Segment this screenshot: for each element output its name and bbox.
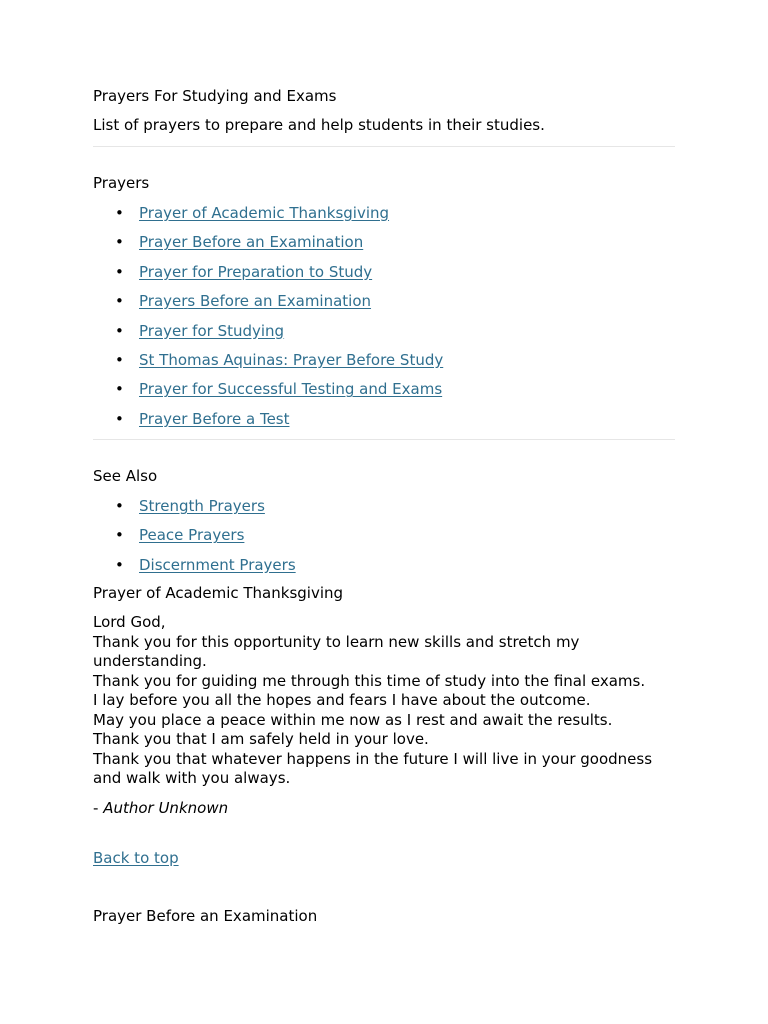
page-subtitle: List of prayers to prepare and help students in their studies. [93,116,545,134]
prayer-link[interactable]: Prayer for Preparation to Study [139,262,373,281]
bullet-icon: • [115,321,124,340]
see-also-link[interactable]: Peace Prayers [139,526,245,545]
prayer-title: Prayer of Academic Thanksgiving [93,584,344,602]
prayer-line: Thank you that I am safely held in your love. [93,730,429,748]
prayer-title: Prayer Before an Examination [93,907,318,925]
prayer-link[interactable]: Prayer Before an Examination [139,233,364,252]
prayers-heading: Prayers [93,174,150,192]
back-to-top-wrap [93,848,179,868]
author-name: Author Unknown [103,799,229,817]
bullet-icon: • [115,380,124,399]
prayer-link[interactable]: Prayer of Academic Thanksgiving [139,204,390,222]
list-item [93,555,296,584]
prayer-line: Thank you that whatever happens in the future I will live in your goodness and walk with you always. [93,749,653,787]
prayer-link[interactable]: Prayer Before a Test [139,409,290,428]
prayer-link[interactable]: Prayer for Successful Testing and Exams [139,380,443,399]
see-also-link[interactable]: Strength Prayers [139,497,265,515]
bullet-icon: • [115,497,124,515]
prayers-list [93,203,443,438]
see-also-list [93,496,296,584]
list-item [93,350,443,379]
bullet-icon: • [115,233,124,252]
prayer-line: Thank you for guiding me through this time of study into the final exams. [93,671,646,690]
bullet-icon: • [115,204,124,222]
prayer-line: May you place a peace within me now as I rest and await the results. [93,710,613,729]
list-item [93,232,443,261]
divider [93,439,675,440]
bullet-icon: • [115,555,124,574]
list-item [93,409,443,438]
list-item [93,203,443,232]
bullet-icon: • [115,350,124,369]
list-item [93,496,296,525]
bullet-icon: • [115,409,124,428]
prayer-line: Lord God, [93,613,166,631]
prayer-body [93,613,675,789]
bullet-icon: • [115,292,124,311]
list-item [93,379,443,408]
back-to-top-link[interactable]: Back to top [93,849,179,867]
list-item [93,262,443,291]
see-also-link[interactable]: Discernment Prayers [139,555,296,574]
divider [93,146,675,147]
author-credit [93,798,228,818]
page-title: Prayers For Studying and Exams [93,87,337,105]
list-item [93,321,443,350]
bullet-icon: • [115,262,124,281]
prayer-link[interactable]: Prayers Before an Examination [139,292,372,311]
prayer-line: Thank you for this opportunity to learn new skills and stretch my understanding. [93,632,580,670]
bullet-icon: • [115,526,124,545]
author-prefix: - [93,799,104,817]
list-item [93,525,296,554]
see-also-heading: See Also [93,467,158,485]
list-item [93,291,443,320]
prayer-link[interactable]: Prayer for Studying [139,321,285,340]
prayer-link[interactable]: St Thomas Aquinas: Prayer Before Study [139,350,444,369]
prayer-line: I lay before you all the hopes and fears I have about the outcome. [93,691,591,709]
